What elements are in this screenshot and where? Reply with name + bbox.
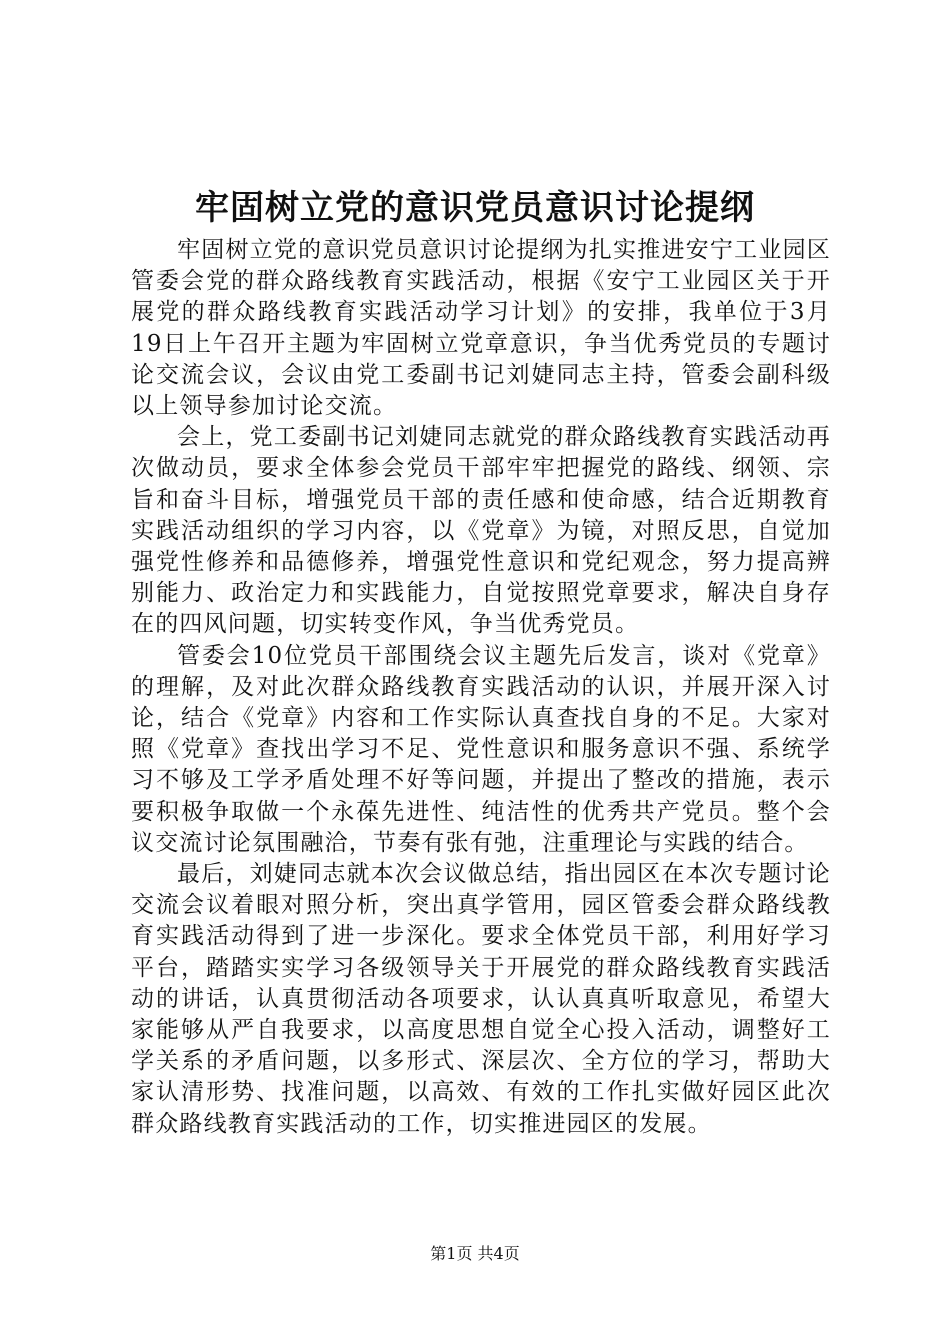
document-title: 牢固树立党的意识党员意识讨论提纲: [195, 188, 755, 228]
paragraph-4: 最后，刘婕同志就本次会议做总结，指出园区在本次专题讨论交流会议着眼对照分析，突出真学管用，园区管委会群众路线教育实践活动得到了进一步深化。要求全体党员干部，利用好学习平台，踏踏实实学习各级领导关于开展党的群众路线教育实践活动的讲话，认真贯彻活动各项要求，认认真真听取意见，希望大家能够从严自我要求，以高度思想自觉全心投入活动，调整好工学关系的矛盾问题，以多形式、深层次、全方位的学习，帮助大家认清形势、找准问题，以高效、有效的工作扎实做好园区此次群众路线教育实践活动的工作，切实推进园区的发展。: [131, 861, 831, 1137]
paragraph-2: 会上，党工委副书记刘婕同志就党的群众路线教育实践活动再次做动员，要求全体参会党员干部牢牢把握党的路线、纲领、宗旨和奋斗目标，增强党员干部的责任感和使命感，结合近期教育实践活动组织的学习内容，以《党章》为镜，对照反思，自觉加强党性修养和品德修养，增强党性意识和党纪观念，努力提高辨别能力、政治定力和实践能力，自觉按照党章要求，解决自身存在的四风问题，切实转变作风，争当优秀党员。: [131, 424, 831, 638]
paragraph-1: 牢固树立党的意识党员意识讨论提纲为扎实推进安宁工业园区管委会党的群众路线教育实践活动，根据《安宁工业园区关于开展党的群众路线教育实践活动学习计划》的安排，我单位于3月19日上午召开主题为牢固树立党章意识，争当优秀党员的专题讨论交流会议，会议由党工委副书记刘婕同志主持，管委会副科级以上领导参加讨论交流。: [131, 237, 831, 420]
page-number-footer: 第1页 共4页: [430, 1244, 520, 1263]
document-body: [131, 235, 831, 1140]
paragraph-3: 管委会10位党员干部围绕会议主题先后发言，谈对《党章》的理解，及对此次群众路线教育实践活动的认识，并展开深入讨论，结合《党章》内容和工作实际认真查找自身的不足。大家对照《党章》查找出学习不足、党性意识和服务意识不强、系统学习不够及工学矛盾处理不好等问题，并提出了整改的措施，表示要积极争取做一个永葆先进性、纯洁性的优秀共产党员。整个会议交流讨论氛围融洽，节奏有张有弛，注重理论与实践的结合。: [131, 642, 831, 856]
